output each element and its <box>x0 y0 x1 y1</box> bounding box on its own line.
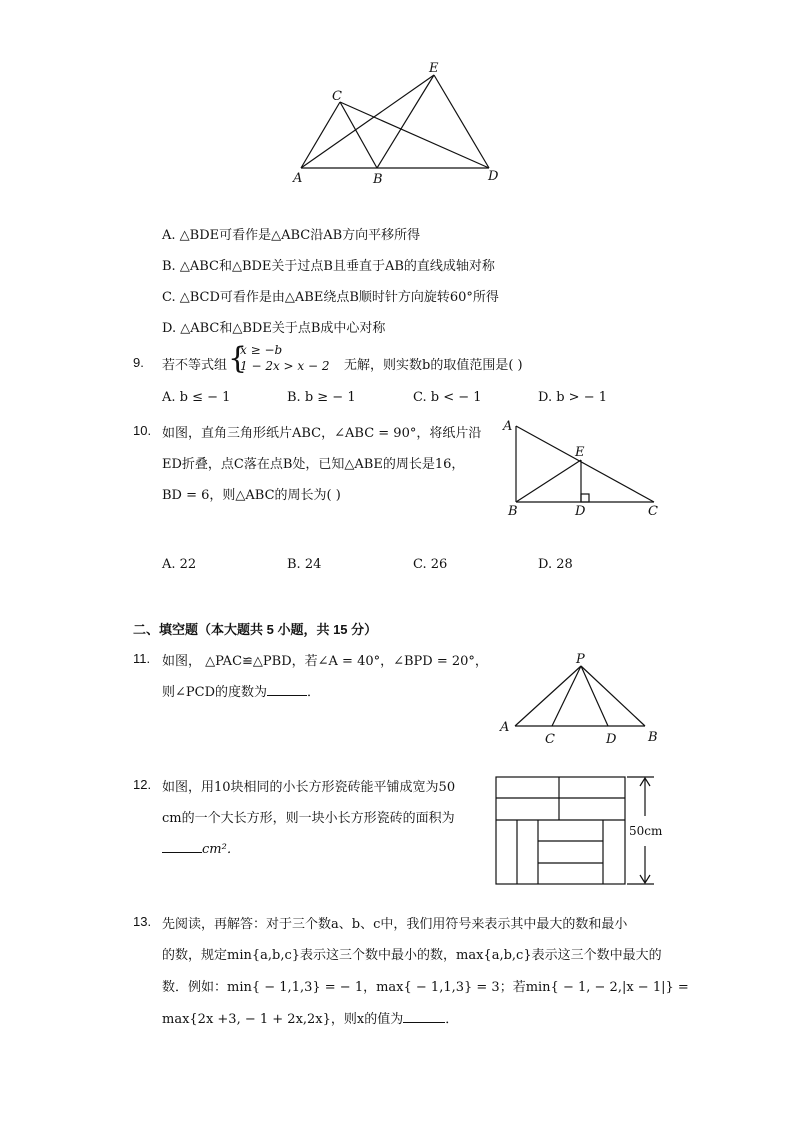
q11-line-2-text: 则∠PCD的度数为 <box>162 685 268 700</box>
section-2-title: 二、填空题（本大题共 5 小题，共 15 分） <box>133 622 378 637</box>
q10-option-a: A. 22 <box>162 557 197 572</box>
q10-line-3: BD = 6，则△ABC的周长为( ) <box>162 488 341 503</box>
q12-unit: cm²． <box>202 842 240 857</box>
q8-figure <box>285 55 505 190</box>
q9-option-b: B. b ≥ − 1 <box>287 390 356 405</box>
q9-option-d: D. b > − 1 <box>538 390 607 405</box>
q12-line-2: cm的一个大长方形，则一块小长方形瓷砖的面积为 <box>162 811 455 826</box>
fig11-seg-PB <box>581 666 645 726</box>
q8-option-a: A. △BDE可看作是△ABC沿AB方向平移所得 <box>162 228 421 243</box>
q10-line-2: ED折叠，点C落在点B处，已知△ABE的周长是16， <box>162 457 465 472</box>
q9-pre: 若不等式组 <box>162 358 228 373</box>
q9-brace: { <box>228 341 248 376</box>
q11-answer-blank[interactable] <box>267 683 307 696</box>
fig12-dim-label: 50cm <box>629 824 663 838</box>
fig10-label-E: E <box>575 445 585 460</box>
fig10-label-B: B <box>508 504 518 518</box>
fig11-label-D: D <box>606 732 617 747</box>
q12-line-3 <box>162 838 240 857</box>
q9-inequality-1: x ≥ −b <box>240 343 283 357</box>
fig11-seg-PC <box>552 666 581 726</box>
fig10-seg-AC <box>516 426 654 502</box>
fig11-seg-PD <box>581 666 608 726</box>
fig8-seg-CD <box>340 102 489 168</box>
q10-option-b: B. 24 <box>287 557 322 572</box>
fig12-outer-rect <box>496 777 625 884</box>
fig8-seg-BE <box>377 75 434 168</box>
q13-line-4 <box>162 1008 458 1027</box>
q11-figure <box>495 650 670 750</box>
q13-line-4-end: ． <box>445 1012 459 1027</box>
fig8-label-B: B <box>373 172 383 187</box>
fig11-label-P: P <box>576 652 585 667</box>
fig11-label-B: B <box>648 730 658 745</box>
q10-option-d: D. 28 <box>538 557 573 572</box>
q10-line-1: 如图，直角三角形纸片ABC，∠ABC = 90°，将纸片沿 <box>162 426 482 441</box>
fig10-seg-BE <box>516 460 581 502</box>
q13-line-1: 先阅读，再解答：对于三个数a、b、c中，我们用符号来表示其中最大的数和最小 <box>162 917 628 932</box>
q10-figure <box>500 418 670 518</box>
q10-option-c: C. 26 <box>413 557 448 572</box>
q8-option-b: B. △ABC和△BDE关于过点B且垂直于AB的直线成轴对称 <box>162 259 495 274</box>
fig8-seg-ED <box>434 75 489 168</box>
q13-line-4-text: max{2x +3, − 1 + 2x,2x}，则x的值为 <box>162 1012 404 1027</box>
q11-number: 11. <box>133 651 151 666</box>
fig8-seg-AE <box>301 75 434 168</box>
q13-line-2: 的数，规定min{a,b,c}表示这三个数中最小的数，max{a,b,c}表示这三个数中最大的 <box>162 948 662 963</box>
q13-line-3: 数．例如：min{ − 1,1,3} = − 1，max{ − 1,1,3} = 3；若min{ − 1, − 2,|x − 1|} = <box>162 980 689 995</box>
fig8-label-C: C <box>332 89 342 104</box>
q12-line-1: 如图，用10块相同的小长方形瓷砖能平铺成宽为50 <box>162 780 456 795</box>
fig11-label-C: C <box>545 732 555 747</box>
fig8-seg-CB <box>340 102 377 168</box>
q12-answer-blank[interactable] <box>162 840 202 853</box>
q13-answer-blank[interactable] <box>403 1010 445 1023</box>
fig10-label-D: D <box>575 504 586 518</box>
q11-line-1: 如图， △PAC≌△PBD，若∠A = 40°，∠BPD = 20°， <box>162 654 488 669</box>
q9-number: 9. <box>133 355 144 370</box>
q10-number: 10. <box>133 423 152 438</box>
q13-number: 13. <box>133 914 152 929</box>
q9-post: 无解，则实数b的取值范围是( ) <box>344 358 523 373</box>
q9-option-c: C. b < − 1 <box>413 390 482 405</box>
q12-figure <box>490 770 670 892</box>
q9-inequality-2: 1 − 2x > x − 2 <box>240 359 330 373</box>
fig11-label-A: A <box>500 720 510 735</box>
fig10-label-A: A <box>503 419 513 434</box>
fig11-seg-PA <box>515 666 581 726</box>
q9-option-a: A. b ≤ − 1 <box>162 390 231 405</box>
q8-option-c: C. △BCD可看作是由△ABE绕点B顺时针方向旋转60°所得 <box>162 290 499 305</box>
fig8-label-D: D <box>488 169 499 184</box>
fig8-label-E: E <box>429 61 439 76</box>
q12-number: 12. <box>133 777 152 792</box>
q8-option-d: D. △ABC和△BDE关于点B成中心对称 <box>162 321 386 336</box>
fig10-right-angle-mark <box>581 494 589 502</box>
fig10-label-C: C <box>648 504 658 518</box>
fig8-label-A: A <box>293 171 303 186</box>
fig8-seg-AC <box>301 102 340 168</box>
q11-line-2-end: ． <box>307 685 321 700</box>
q11-line-2 <box>162 681 320 700</box>
